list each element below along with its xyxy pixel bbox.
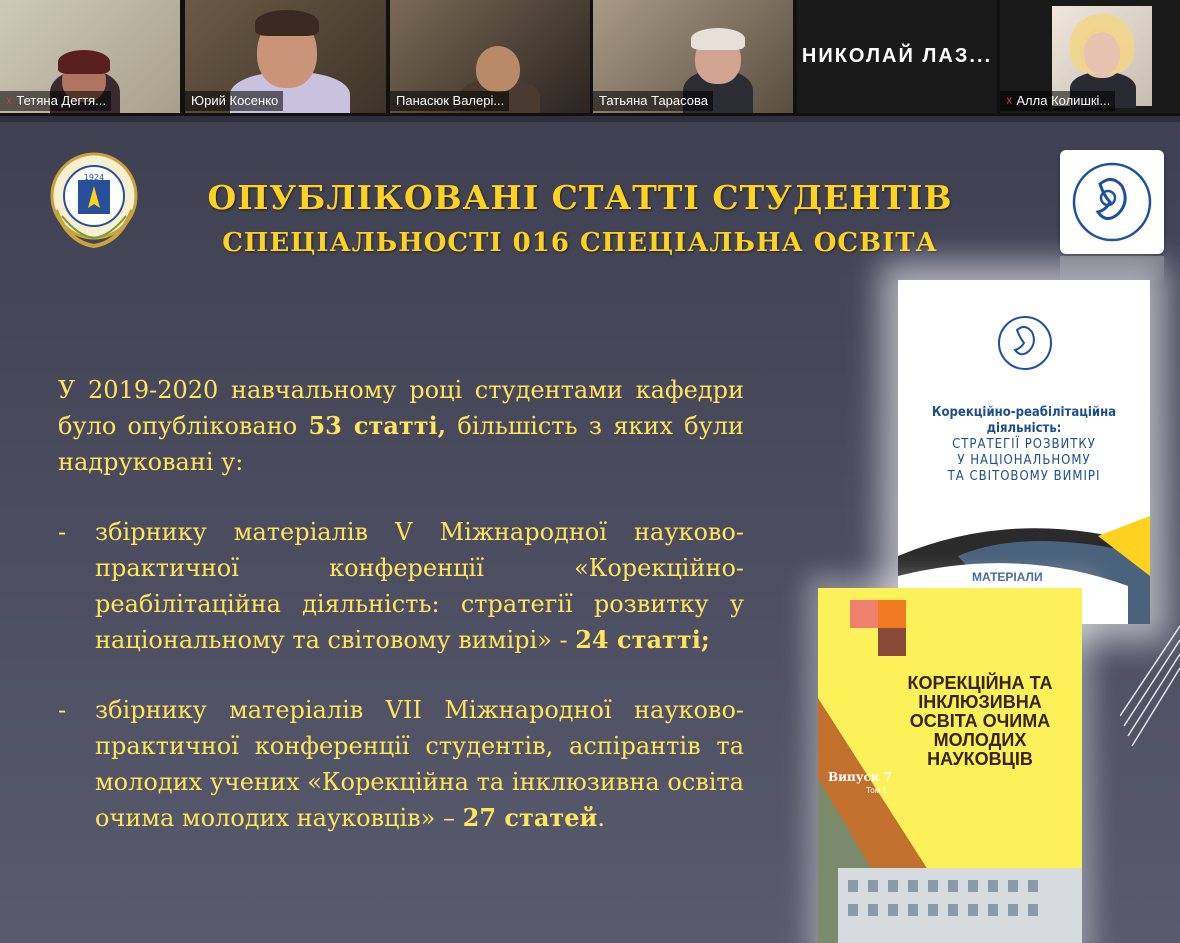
list-item: - збірнику матеріалів VII Міжнародної науково-практичної конференції студентів, аспірантів та молодих учених «Корекційна та інклюзивна освіта очима молодих науковців» – 27 статей. bbox=[58, 696, 744, 832]
participant-strip bbox=[0, 0, 1180, 116]
participant-tile-no-video[interactable] bbox=[797, 0, 997, 113]
slide-top-border bbox=[0, 116, 1180, 122]
slide-subtitle: СПЕЦІАЛЬНОСТІ 016 СПЕЦІАЛЬНА ОСВІТА bbox=[222, 228, 938, 258]
book-cover-inclusive-education bbox=[818, 588, 1082, 943]
participant-name: Юрий Косенко bbox=[185, 91, 283, 111]
mic-muted-icon: ☓ bbox=[6, 94, 13, 108]
participant-name: ☓ Алла Колишкі... bbox=[1000, 91, 1115, 111]
book-materials-label: МАТЕРІАЛИ bbox=[972, 570, 1043, 584]
participant-tile[interactable] bbox=[390, 0, 590, 113]
participant-tile[interactable] bbox=[593, 0, 793, 113]
book-title: КОРЕКЦІЙНА ТА ІНКЛЮЗИВНА ОСВІТА ОЧИМА МОЛОДИХ НАУКОВЦІВ bbox=[907, 673, 1053, 769]
participant-name: Татьяна Тарасова bbox=[593, 91, 713, 111]
cover-building-graphic bbox=[818, 698, 1082, 943]
book-title: Корекційно-реабілітаційна діяльність: СТРАТЕГІЇ РОЗВИТКУ У НАЦІОНАЛЬНОМУ ТА СВІТОВОМУ ВИМІРІ bbox=[931, 405, 1117, 484]
participant-name: ☓ Тетяна Дегтя... bbox=[0, 91, 111, 111]
mother-child-icon bbox=[990, 308, 1060, 378]
intro-paragraph: У 2019-2020 навчальному році студентами кафедри було опубліковано 53 статті, більшість з яких були надруковані у: bbox=[58, 376, 744, 476]
book-cover-rehabilitation bbox=[898, 280, 1150, 624]
decorative-lines bbox=[1120, 616, 1180, 776]
book-volume: Том 1 bbox=[866, 786, 887, 795]
participant-name: НИКОЛАЙ ЛАЗ... bbox=[801, 45, 993, 67]
participant-tile-active-speaker[interactable] bbox=[185, 0, 386, 113]
slide-body bbox=[58, 372, 744, 870]
book-issue: Випуск 7 bbox=[828, 770, 893, 784]
mic-muted-icon: ☓ bbox=[1006, 94, 1013, 108]
university-logo-icon bbox=[48, 150, 140, 250]
book-spine bbox=[802, 596, 818, 936]
presentation-slide bbox=[0, 116, 1180, 943]
university-logo-year: 1924 bbox=[83, 173, 105, 182]
participant-tile[interactable] bbox=[1000, 0, 1180, 113]
department-logo bbox=[1060, 150, 1164, 254]
slide-title: ОПУБЛІКОВАНІ СТАТТІ СТУДЕНТІВ bbox=[207, 178, 953, 217]
mother-child-icon bbox=[1060, 150, 1164, 254]
list-item: - збірнику матеріалів V Міжнародної науково-практичної конференції «Корекційно-реабілітаційна діяльність: стратегії розвитку у національному та світовому вимірі» - 24 статті; bbox=[58, 518, 744, 654]
participant-tile[interactable] bbox=[0, 0, 180, 113]
participant-name: Панасюк Валері... bbox=[390, 91, 509, 111]
